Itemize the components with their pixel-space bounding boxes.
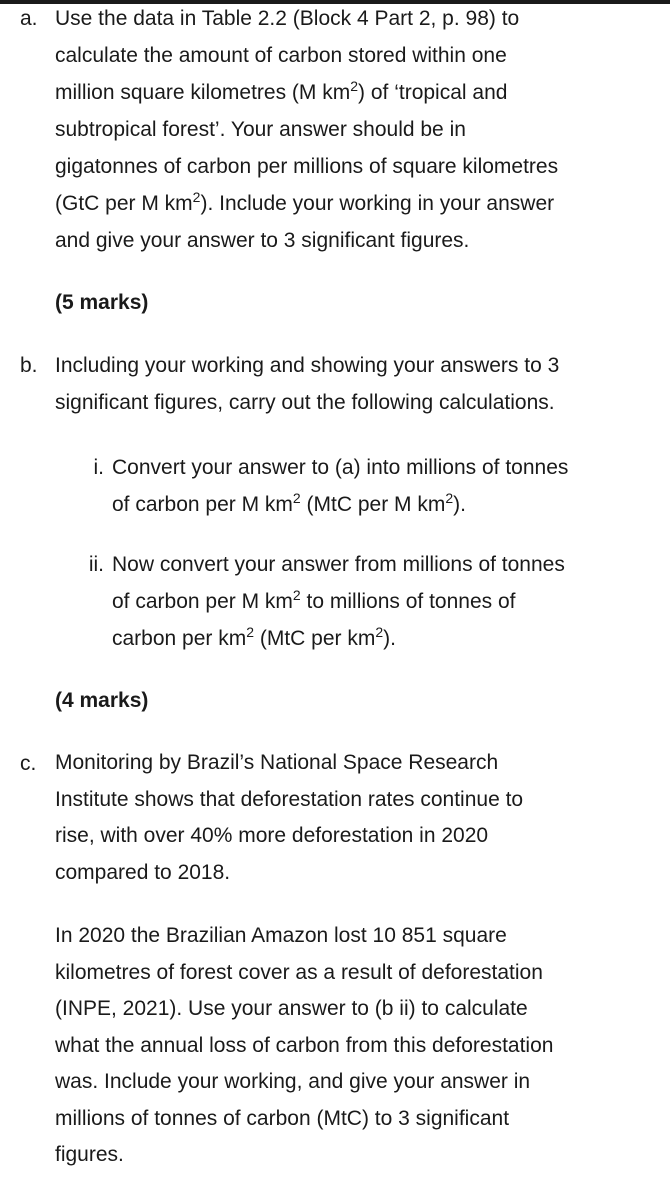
text-line: Use the data in Table 2.2 (Block 4 Part 2, p. 98) to — [55, 7, 520, 30]
text-line: and give your answer to 3 significant figures. — [55, 229, 470, 252]
text-line: (INPE, 2021). Use your answer to (b ii) to calculate — [55, 997, 528, 1020]
text-line: millions of tonnes of carbon (MtC) to 3 significant — [55, 1106, 510, 1130]
question-b-marks: (4 marks) — [55, 689, 149, 712]
text-line: compared to 2018. — [55, 860, 231, 884]
text-line: calculate the amount of carbon stored within one — [55, 44, 507, 67]
text-line: of carbon per M $km^2$ to millions of tonnes of — [112, 587, 516, 613]
text-line: carbon per $km^2$ (MtC per $km^2$). — [112, 624, 396, 650]
question-a-marker: a. — [20, 7, 38, 30]
text-line: Monitoring by Brazil’s National Space Research — [55, 751, 499, 774]
text-line: Institute shows that deforestation rates continue to — [55, 787, 524, 811]
text-line: gigatonnes of carbon per millions of square kilometres — [55, 155, 559, 178]
question-a-text — [55, 0, 655, 259]
text-line: subtropical forest’. Your answer should be in — [55, 118, 466, 141]
text-line: rise, with over 40% more deforestation in 2020 — [55, 824, 489, 847]
sub-question-i-text — [112, 449, 662, 523]
text-line: of carbon per M $km^2$ (MtC per M $km^2$). — [112, 490, 466, 516]
text-line: was. Include your working, and give your answer in — [55, 1070, 531, 1093]
question-c-paragraph-2 — [55, 918, 655, 1174]
sub-question-ii-text — [112, 546, 662, 657]
text-line: million square kilometres (M $km^2$) of ‘tropical and — [55, 78, 508, 104]
question-c-paragraph-1 — [55, 745, 655, 891]
text-line: significant figures, carry out the following calculations. — [55, 391, 555, 414]
question-b-text — [55, 347, 655, 421]
text-line: In 2020 the Brazilian Amazon lost 10 851 square — [55, 924, 507, 947]
text-line: (GtC per M $km^2$). Include your working in your answer — [55, 189, 555, 215]
sub-question-ii-marker: ii. — [88, 553, 104, 576]
text-line: kilometres of forest cover as a result of deforestation — [55, 960, 543, 984]
sub-question-i-marker: i. — [93, 456, 104, 479]
text-line: Now convert your answer from millions of tonnes — [112, 553, 565, 576]
text-line: what the annual loss of carbon from this deforestation — [55, 1033, 554, 1057]
question-a-marks: (5 marks) — [55, 291, 149, 314]
text-line: Convert your answer to (a) into millions of tonnes — [112, 456, 569, 479]
text-line: Including your working and showing your answers to 3 — [55, 354, 560, 377]
text-line: figures. — [55, 1143, 124, 1166]
question-c-marker: c. — [20, 752, 37, 775]
question-b-marker: b. — [20, 354, 38, 377]
